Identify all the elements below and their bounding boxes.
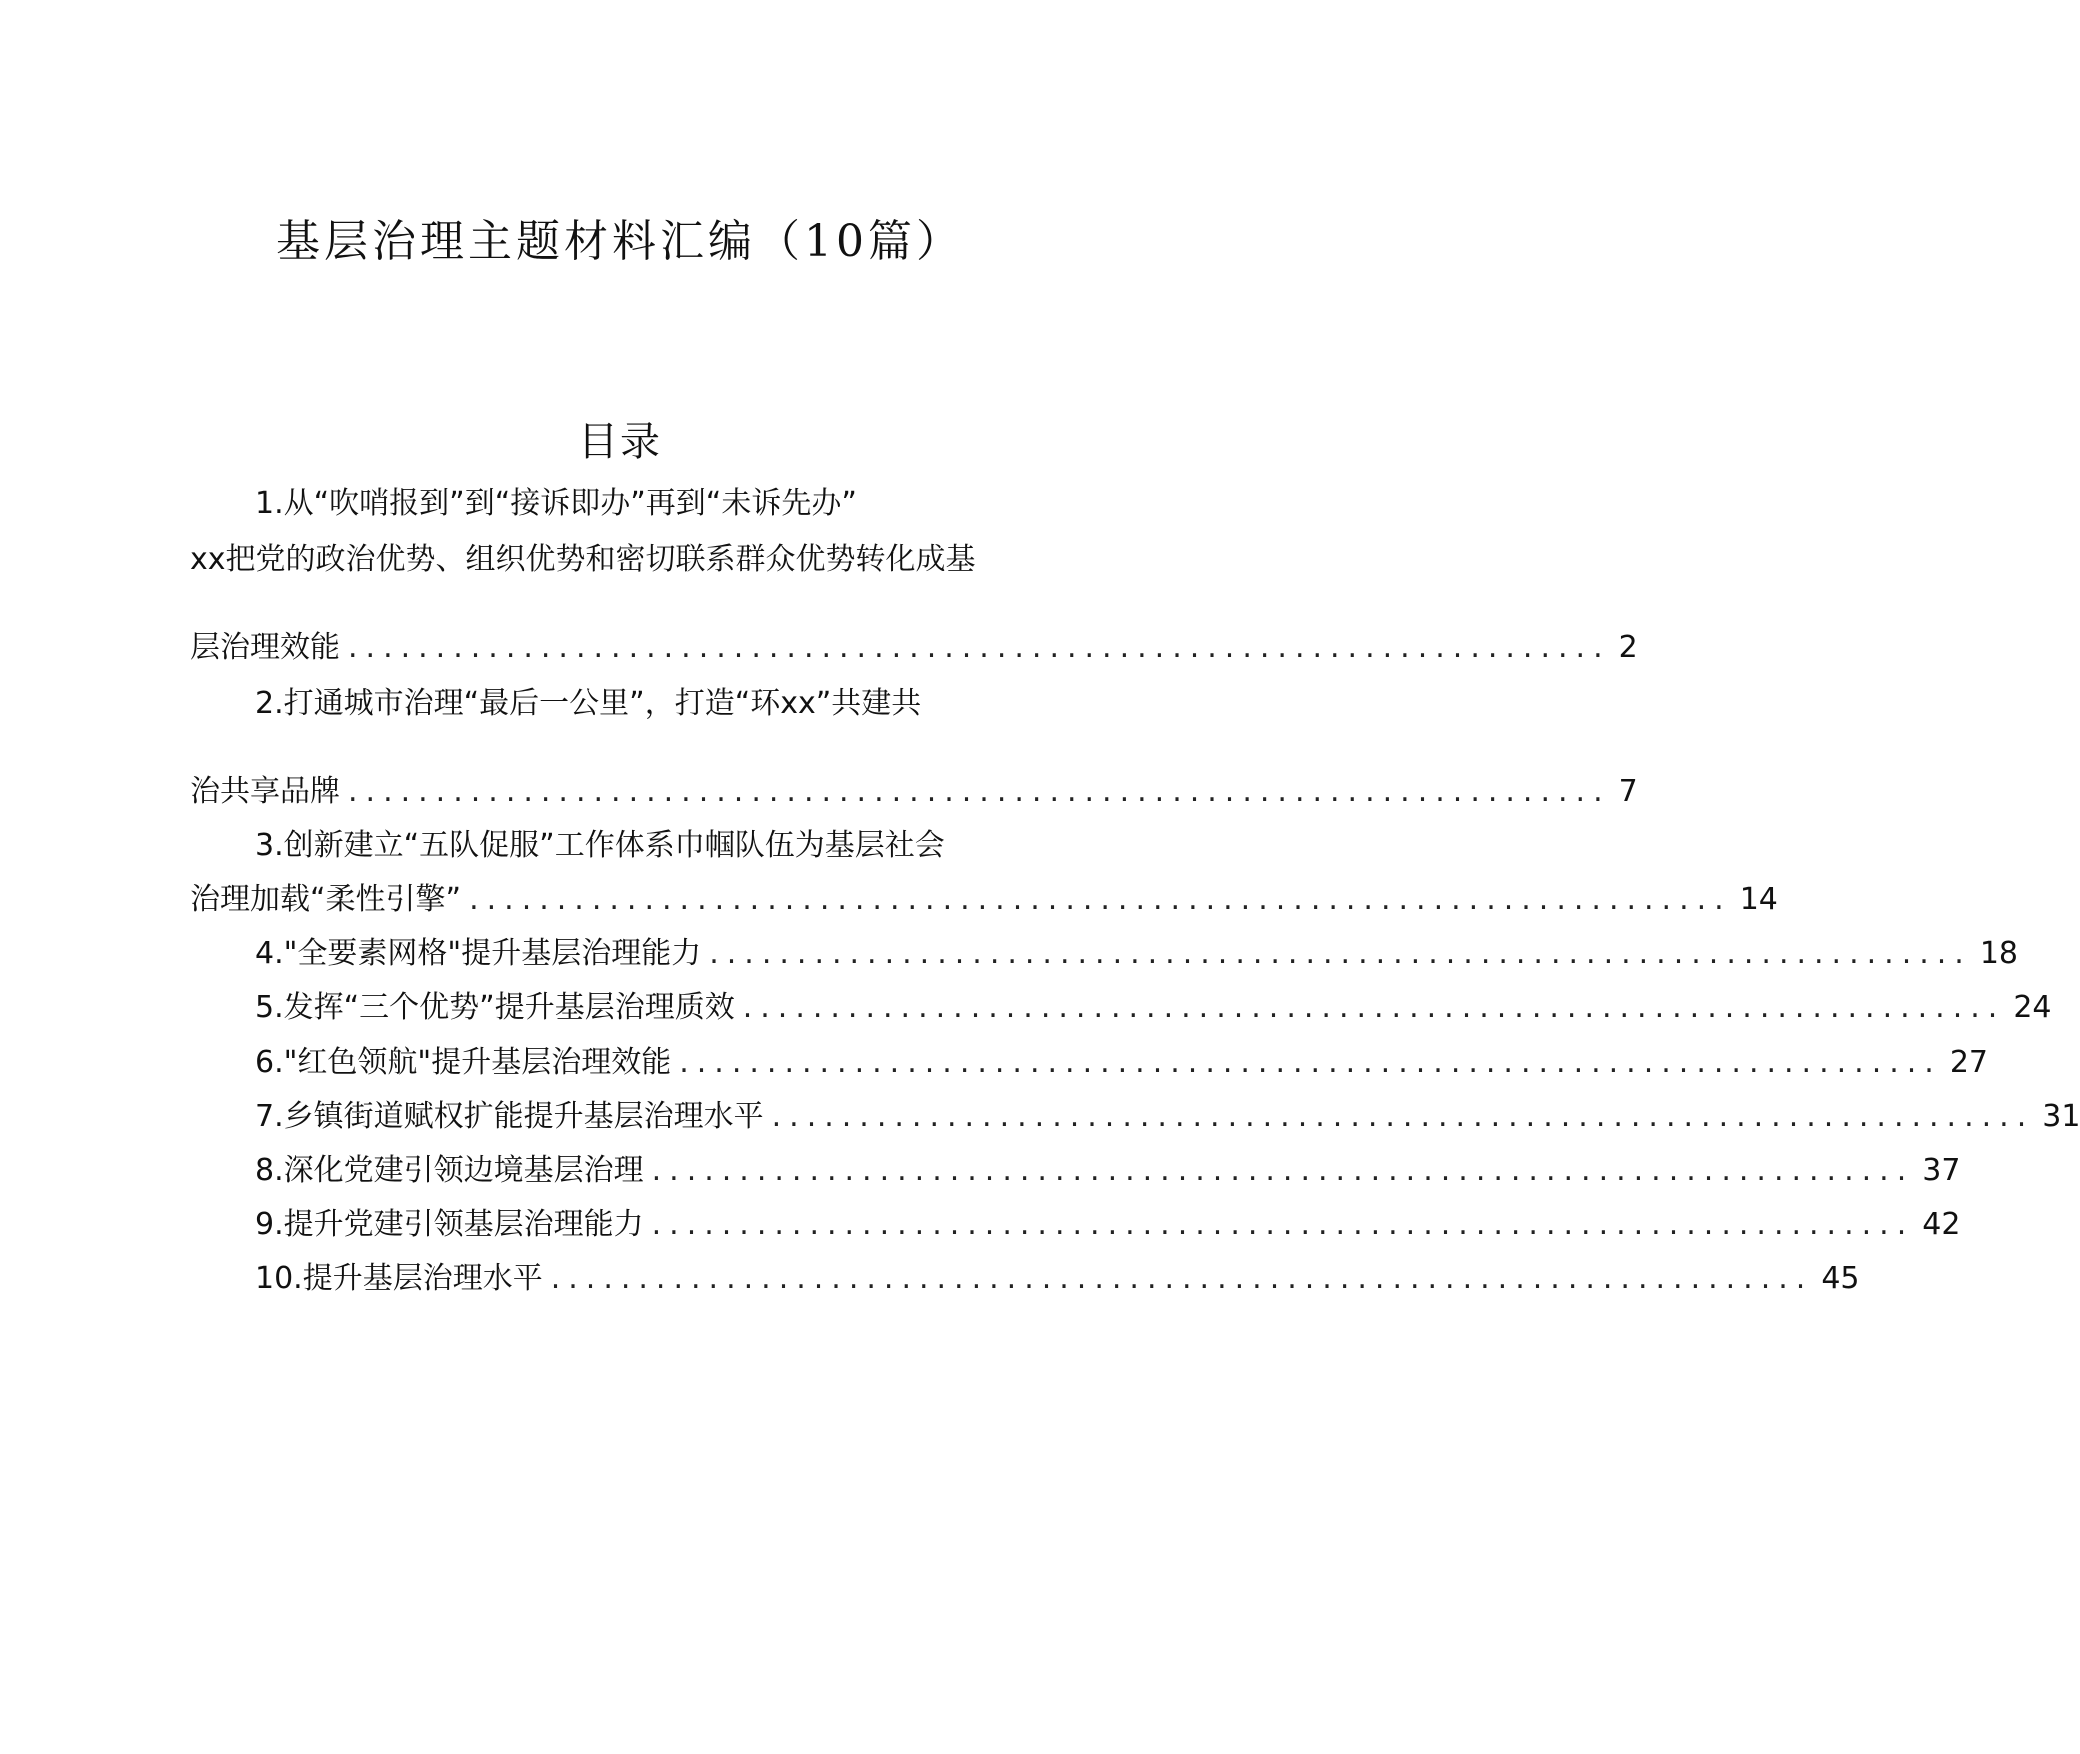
toc-entry-text: 8.深化党建引领边境基层治理 (255, 1153, 644, 1188)
toc-page-number: 7 (1618, 774, 1638, 809)
toc-page-number: 18 (1979, 936, 2019, 971)
toc-entry-1-line-2 (190, 540, 1060, 580)
toc-entry-text: 5.发挥“三个优势”提升基层治理质效 (255, 990, 735, 1025)
toc-entry-5[interactable] (255, 988, 2052, 1028)
toc-entry-6[interactable] (255, 1043, 1989, 1083)
toc-leader-dots: ........................................................................ (469, 882, 1732, 917)
toc-entry-3-line-2[interactable] (190, 880, 1778, 920)
toc-entry-1-line-3[interactable] (190, 628, 1638, 668)
toc-leader-dots: ........................................................................ (651, 1153, 1915, 1188)
toc-entry-4[interactable] (255, 934, 2019, 974)
toc-leader-dots: ........................................................................ (742, 990, 2006, 1025)
toc-entry-text: xx把党的政治优势、组织优势和密切联系群众优势转化成基 (190, 542, 976, 577)
toc-entry-text: 治理加载“柔性引擎” (190, 882, 462, 917)
toc-entry-text: 2.打通城市治理“最后一公里”，打造“环xx”共建共 (255, 686, 922, 721)
toc-entry-2-line-1 (255, 684, 1055, 724)
toc-entry-8[interactable] (255, 1151, 1961, 1191)
toc-page-number: 45 (1821, 1261, 1860, 1296)
toc-entry-10[interactable] (255, 1259, 1860, 1299)
toc-entry-text: 10.提升基层治理水平 (255, 1261, 543, 1296)
toc-entry-3-line-1 (255, 826, 1055, 866)
toc-page-number: 42 (1922, 1207, 1961, 1242)
toc-leader-dots: ........................................................................ (771, 1099, 2035, 1134)
toc-entry-text: 3.创新建立“五队促服”工作体系巾帼队伍为基层社会 (255, 828, 945, 863)
toc-leader-dots: ........................................................................ (348, 774, 1611, 809)
toc-leader-dots: ........................................................................ (651, 1207, 1915, 1242)
toc-entry-2-line-2[interactable] (190, 772, 1638, 812)
toc-entry-text: 7.乡镇街道赋权扩能提升基层治理水平 (255, 1099, 764, 1134)
toc-page-number: 2 (1618, 630, 1638, 665)
toc-leader-dots: ........................................................................ (709, 936, 1972, 971)
toc-entry-text: 1.从“吹哨报到”到“接诉即办”再到“未诉先办” (255, 486, 857, 521)
toc-heading: 目录 (578, 419, 662, 465)
document-title: 基层治理主题材料汇编（10篇） (276, 216, 964, 267)
toc-page-number: 27 (1949, 1045, 1989, 1080)
toc-leader-dots: ........................................................................ (550, 1261, 1814, 1296)
toc-entry-text: 层治理效能 (190, 630, 340, 665)
toc-page-number: 14 (1739, 882, 1778, 917)
toc-entry-1-line-1 (255, 484, 1055, 524)
toc-entry-9[interactable] (255, 1205, 1961, 1245)
toc-entry-7[interactable] (255, 1097, 2080, 1137)
toc-page-number: 37 (1922, 1153, 1961, 1188)
toc-page-number: 31 (2042, 1099, 2080, 1134)
toc-entry-text: 6."红色领航"提升基层治理效能 (255, 1045, 672, 1080)
toc-entry-text: 4."全要素网格"提升基层治理能力 (255, 936, 702, 971)
toc-leader-dots: ........................................................................ (679, 1045, 1942, 1080)
toc-page-number: 24 (2013, 990, 2052, 1025)
toc-entry-text: 9.提升党建引领基层治理能力 (255, 1207, 644, 1242)
toc-leader-dots: ........................................................................ (348, 630, 1611, 665)
toc-entry-text: 治共享品牌 (190, 774, 340, 809)
